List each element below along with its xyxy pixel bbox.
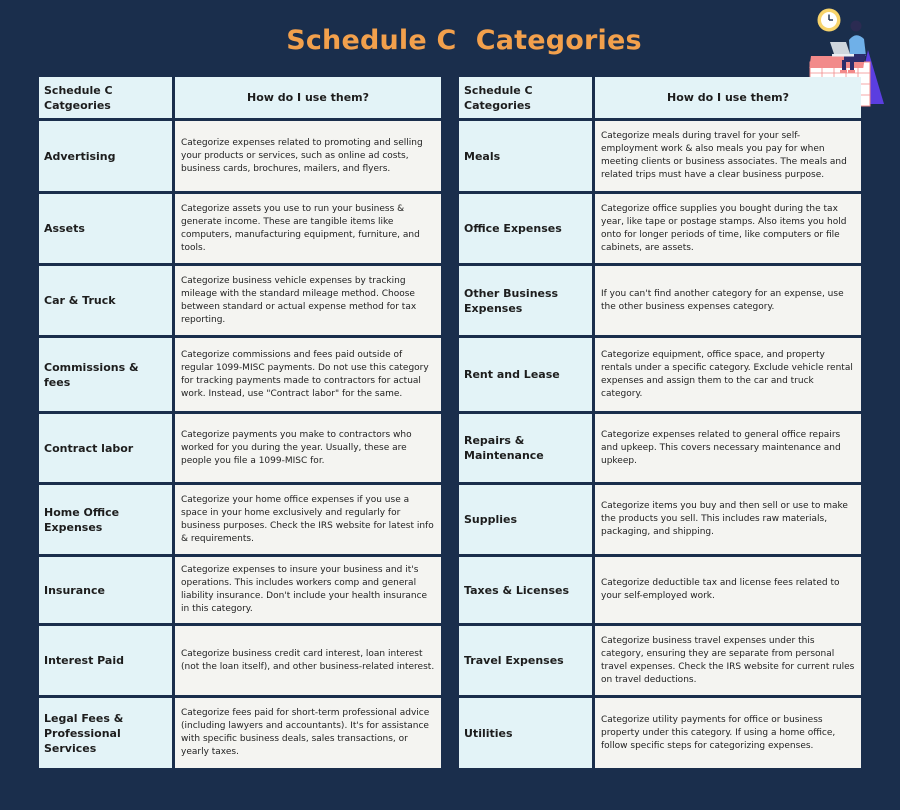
- clock-icon: [818, 9, 840, 31]
- description-cell-contract-labor: Categorize payments you make to contractors who worked for you during the year. Usually, these are people you file a 1099-MISC for.: [175, 414, 441, 482]
- category-cell-assets: Assets: [39, 194, 172, 263]
- description-cell-rent-and-lease: Categorize equipment, office space, and property rentals under a specific category. Exclude vehicle rental expenses and assign them to the car and truck category.: [595, 338, 861, 411]
- category-cell-commissions-fees: Commissions & fees: [39, 338, 172, 411]
- description-cell-interest-paid: Categorize business credit card interest, loan interest (not the loan itself), and other business-related interest.: [175, 626, 441, 695]
- category-cell-contract-labor: Contract labor: [39, 414, 172, 482]
- category-cell-home-office-expenses: Home Office Expenses: [39, 485, 172, 554]
- column-header-category: Schedule C Catgeories: [39, 77, 172, 118]
- category-cell-interest-paid: Interest Paid: [39, 626, 172, 695]
- description-cell-insurance: Categorize expenses to insure your business and it's operations. This includes workers comp and general liability insurance. Don't include your health insurance in this category.: [175, 557, 441, 623]
- description-cell-other-business-expenses: If you can't find another category for an expense, use the other business expenses category.: [595, 266, 861, 335]
- category-cell-travel-expenses: Travel Expenses: [459, 626, 592, 695]
- category-cell-car-truck: Car & Truck: [39, 266, 172, 335]
- category-cell-utilities: Utilities: [459, 698, 592, 768]
- category-cell-advertising: Advertising: [39, 121, 172, 191]
- description-cell-advertising: Categorize expenses related to promoting and selling your products or services, such as online ad costs, business cards, brochures, mailers, and flyers.: [175, 121, 441, 191]
- category-cell-other-business-expenses: Other Business Expenses: [459, 266, 592, 335]
- description-cell-meals: Categorize meals during travel for your self-employment work & also meals you pay for when meeting clients or business associates. The meals and related trips must have a clear business purpose.: [595, 121, 861, 191]
- column-header-how: How do I use them?: [595, 77, 861, 118]
- right-categories-table: [459, 77, 861, 768]
- category-cell-taxes-licenses: Taxes & Licenses: [459, 557, 592, 623]
- description-cell-utilities: Categorize utility payments for office or business property under this category. If using a home office, follow specific steps for categorizing expenses.: [595, 698, 861, 768]
- description-cell-car-truck: Categorize business vehicle expenses by tracking mileage with the standard mileage method. Choose between standard or actual expense method for tax reporting.: [175, 266, 441, 335]
- category-cell-meals: Meals: [459, 121, 592, 191]
- description-cell-supplies: Categorize items you buy and then sell or use to make the products you sell. This includes raw materials, packaging, and shipping.: [595, 485, 861, 554]
- category-cell-rent-and-lease: Rent and Lease: [459, 338, 592, 411]
- column-header-category: Schedule C Categories: [459, 77, 592, 118]
- category-cell-office-expenses: Office Expenses: [459, 194, 592, 263]
- category-cell-insurance: Insurance: [39, 557, 172, 623]
- description-cell-assets: Categorize assets you use to run your business & generate income. These are tangible items like computers, manufacturing equipment, furniture, and tools.: [175, 194, 441, 263]
- category-cell-supplies: Supplies: [459, 485, 592, 554]
- column-header-how: How do I use them?: [175, 77, 441, 118]
- description-cell-travel-expenses: Categorize business travel expenses under this category, ensuring they are separate from personal travel expenses. Check the IRS website for current rules on travel deductions.: [595, 626, 861, 695]
- description-cell-taxes-licenses: Categorize deductible tax and license fees related to your self-employed work.: [595, 557, 861, 623]
- category-cell-legal-fees: Legal Fees & Professional Services: [39, 698, 172, 768]
- category-cell-repairs-maintenance: Repairs & Maintenance: [459, 414, 592, 482]
- description-cell-legal-fees: Categorize fees paid for short-term professional advice (including lawyers and accountants). It's for assistance with specific business deals, sales transactions, or yearly taxes.: [175, 698, 441, 768]
- description-cell-office-expenses: Categorize office supplies you bought during the tax year, like tape or postage stamps. Also items you hold onto for longer periods of time, like computers or file cabinets, are assets.: [595, 194, 861, 263]
- description-cell-commissions-fees: Categorize commissions and fees paid outside of regular 1099-MISC payments. Do not use this category for tracking payments made to contractors for actual work. Instead, use "Contract labor" for the same.: [175, 338, 441, 411]
- description-cell-home-office-expenses: Categorize your home office expenses if you use a space in your home exclusively and regularly for business purposes. Check the IRS website for latest info & requirements.: [175, 485, 441, 554]
- description-cell-repairs-maintenance: Categorize expenses related to general office repairs and upkeep. This covers necessary maintenance and upkeep.: [595, 414, 861, 482]
- page-title: Schedule C Categories: [286, 25, 642, 56]
- left-categories-table: [39, 77, 441, 768]
